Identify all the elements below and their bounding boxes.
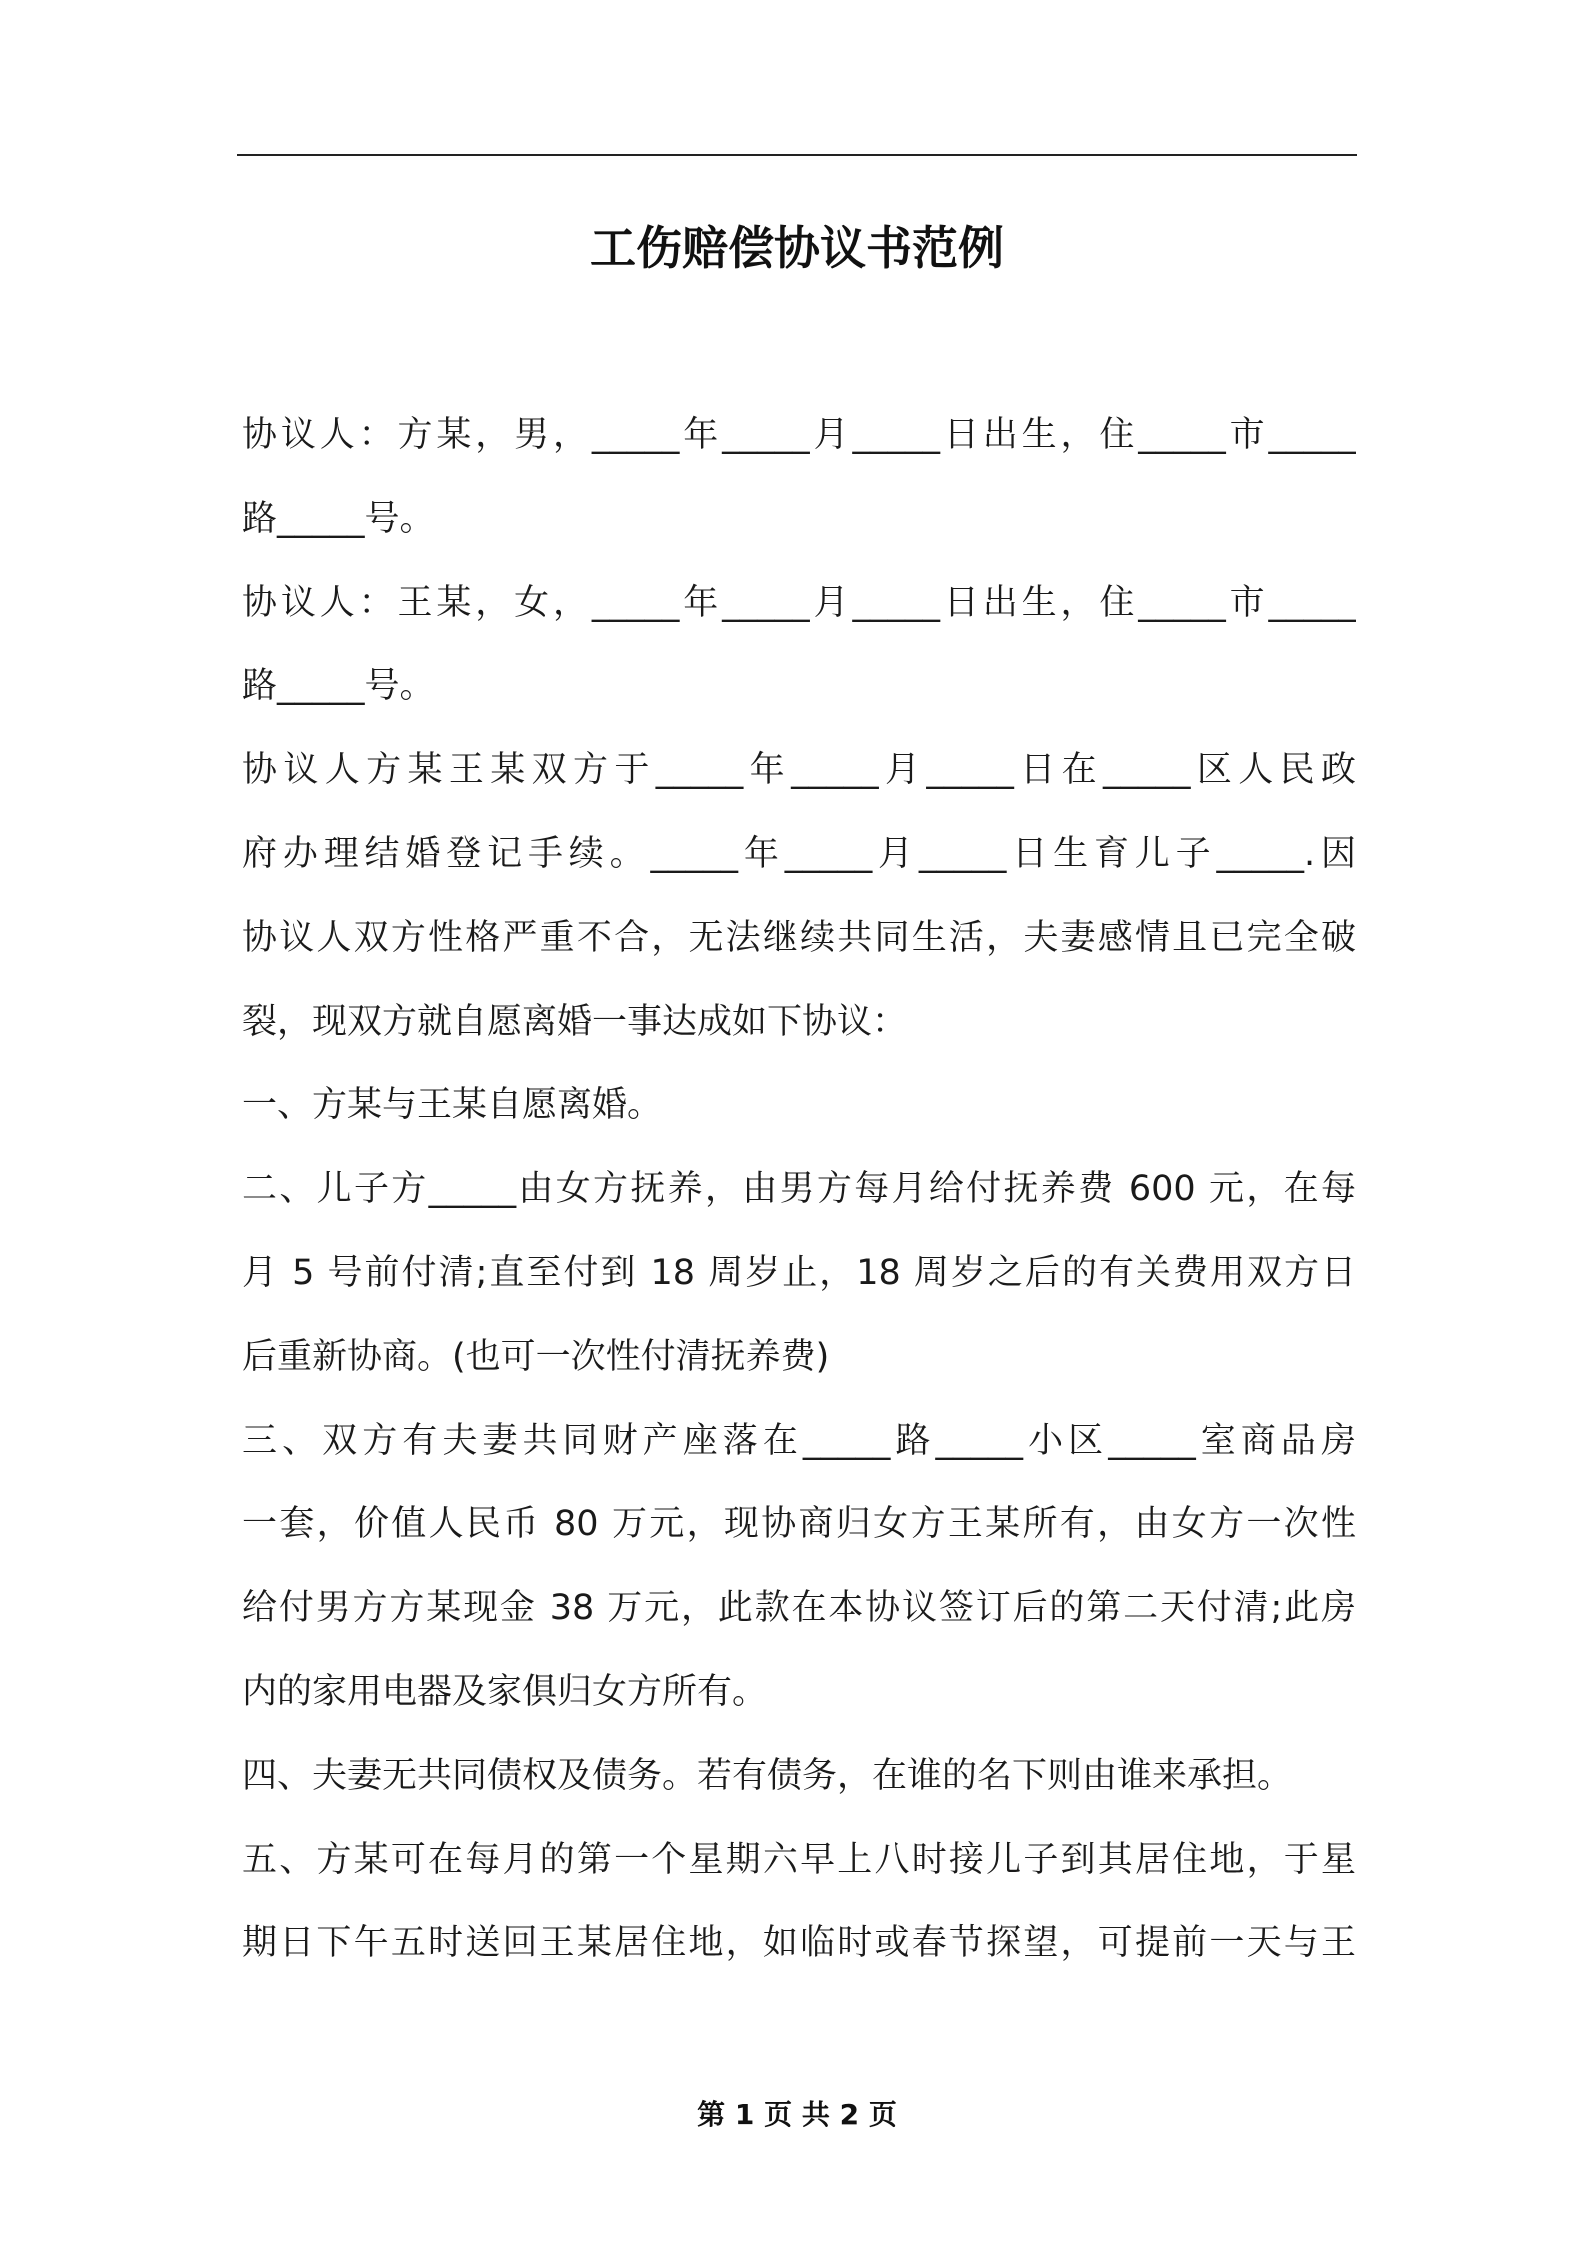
paragraph-background (242, 729, 1356, 1064)
text-line: 后重新协商。(也可一次性付清抚养费) (242, 1336, 830, 1377)
text-line: 二、儿子方_____由女方抚养，由男方每月给付抚养费 600 元，在每 (242, 1169, 1356, 1210)
clause-two (242, 1148, 1356, 1399)
clause-one (242, 1064, 1356, 1148)
text-line: 裂，现双方就自愿离婚一事达成如下协议： (242, 1001, 908, 1042)
text-line: 月 5 号前付清;直至付到 18 周岁止，18 周岁之后的有关费用双方日 (242, 1252, 1356, 1293)
clause-five (242, 1819, 1356, 1987)
text-line: 路_____号。 (242, 498, 435, 539)
text-line: 内的家用电器及家俱归女方所有。 (242, 1671, 768, 1712)
text-line: 协议人：方某，男，_____年_____月_____日出生，住_____市_____ (242, 415, 1356, 455)
text-line: 三、双方有夫妻共同财产座落在_____路_____小区_____室商品房 (242, 1420, 1356, 1461)
text-line: 五、方某可在每月的第一个星期六早上八时接儿子到其居住地，于星 (242, 1839, 1356, 1880)
paragraph-party-two (242, 562, 1356, 730)
text-line: 府办理结婚登记手续。_____年_____月_____日生育儿子_____.因 (242, 833, 1356, 874)
text-line: 协议人：王某，女，_____年_____月_____日出生，住_____市_____ (242, 582, 1356, 623)
text-line: 路_____号。 (242, 666, 435, 707)
text-line: 给付男方方某现金 38 万元，此款在本协议签订后的第二天付清;此房 (242, 1588, 1356, 1629)
text-line: 协议人方某王某双方于_____年_____月_____日在_____区人民政 (242, 750, 1356, 791)
page-number-footer: 第 1 页 共 2 页 (697, 2098, 897, 2131)
text-line: 期日下午五时送回王某居住地，如临时或春节探望，可提前一天与王 (242, 1923, 1356, 1964)
text-line: 四、夫妻无共同债权及债务。若有债务，在谁的名下则由谁来承担。 (242, 1755, 1293, 1796)
document-body (242, 394, 1356, 1986)
clause-three (242, 1400, 1356, 1735)
text-line: 一套，价值人民币 80 万元，现协商归女方王某所有，由女方一次性 (242, 1504, 1356, 1545)
header-rule (237, 154, 1357, 156)
paragraph-party-one (242, 394, 1356, 562)
text-line: 协议人双方性格严重不合，无法继续共同生活，夫妻感情且已完全破 (242, 917, 1356, 958)
document-title: 工伤赔偿协议书范例 (590, 221, 1004, 275)
clause-four (242, 1735, 1356, 1819)
text-line: 一、方某与王某自愿离婚。 (242, 1085, 663, 1126)
